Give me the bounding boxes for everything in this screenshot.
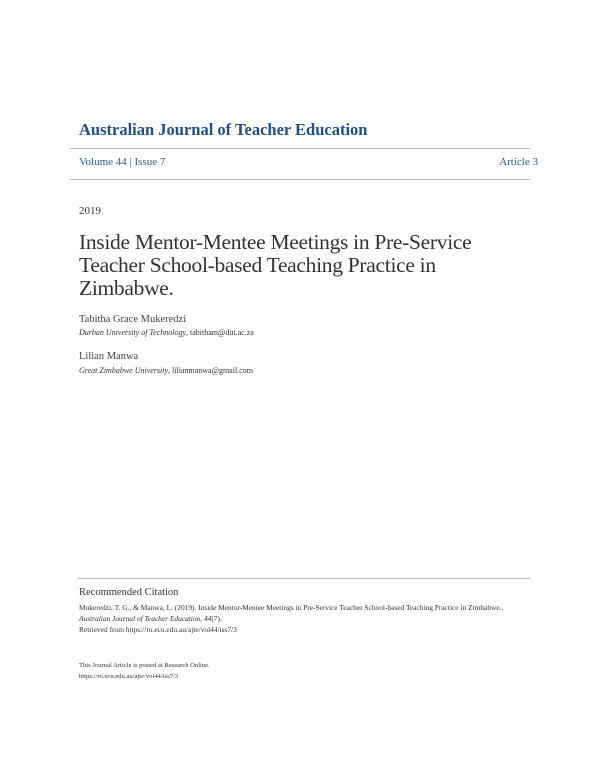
author-institution: Durban University of Technology [79,328,187,337]
author-email[interactable]: , lilianmanwa@gmail.com [168,366,253,375]
recommended-citation [79,602,519,635]
recommended-citation-heading: Recommended Citation [79,587,179,598]
publication-year: 2019 [79,205,101,217]
footer-posted-text: This Journal Article is posted at Research Online. [79,662,210,669]
article-title: Inside Mentor-Mentee Meetings in Pre-Service Teacher School-based Teaching Practice in Zimbabwe. [79,230,472,300]
author-name: Lilian Manwa [79,351,139,362]
divider-top [70,148,530,149]
citation-journal: Australian Journal of Teacher Education, 44 [79,614,212,623]
volume-issue-link[interactable]: Volume 44 | Issue 7 [79,156,166,168]
footer-note [79,660,210,682]
citation-issue: (7). [211,614,222,623]
divider-citation [78,578,530,579]
divider-middle [70,179,530,180]
author-affiliation [79,366,253,375]
footer-url-link[interactable]: https://ro.ecu.edu.au/ajte/vol44/iss7/3 [79,673,179,680]
citation-retrieved-link[interactable]: Retrieved from https://ro.ecu.edu.au/ajte/vol44/iss7/3 [79,625,237,634]
author-institution: Great Zimbabwe University [79,366,169,375]
volume-issue-bar [79,156,538,172]
author-name: Tabitha Grace Mukeredzi [79,314,187,325]
journal-title[interactable]: Australian Journal of Teacher Education [79,120,368,139]
citation-text: Mukeredzi, T. G., & Manwa, L. (2019). Inside Mentor-Mentee Meetings in Pre-Service Teacher School-based Teaching Practice in Zimbabwe.. [79,603,504,612]
author-email[interactable]: , tabitham@dut.ac.za [186,328,254,337]
author-affiliation [79,328,254,337]
article-number-link[interactable]: Article 3 [499,156,538,168]
